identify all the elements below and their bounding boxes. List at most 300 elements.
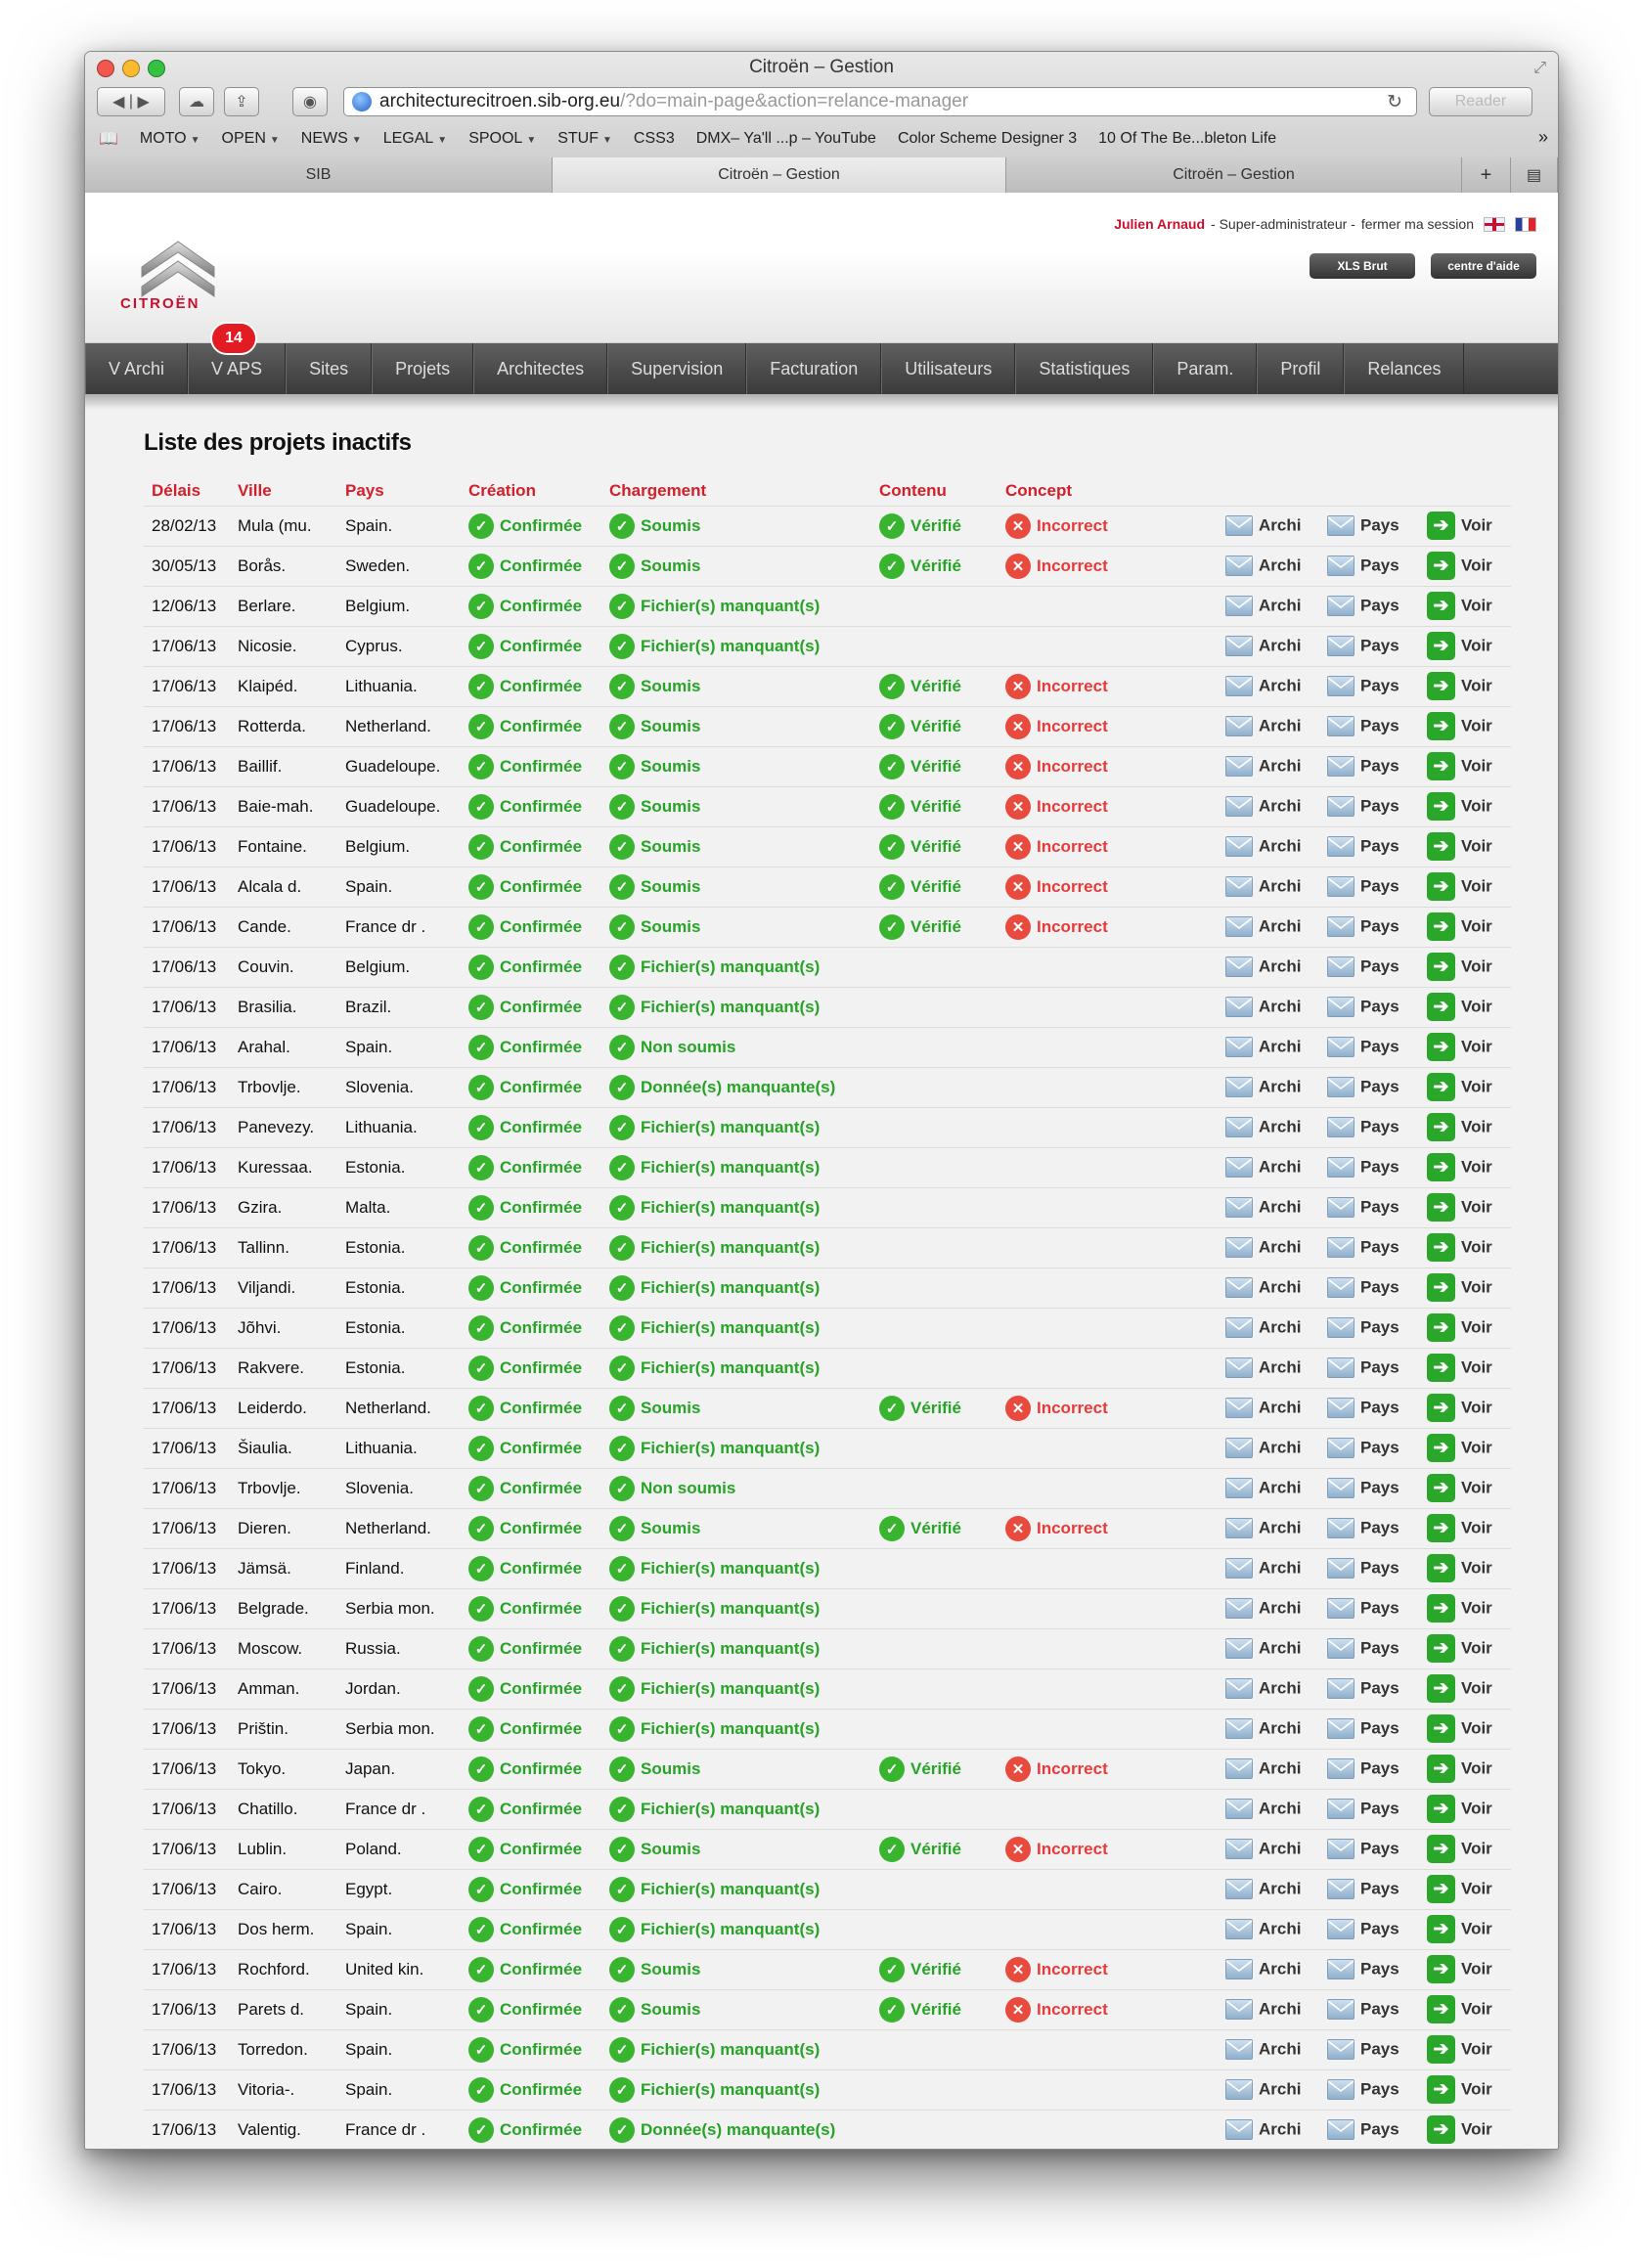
envelope-icon bbox=[1327, 796, 1360, 815]
mail-pays-button[interactable] bbox=[1319, 1709, 1419, 1749]
cell-creation bbox=[461, 1147, 601, 1187]
cell-pays: Jordan. bbox=[337, 1668, 461, 1709]
icloud-tabs-button[interactable] bbox=[179, 87, 214, 116]
cell-pays: Netherland. bbox=[337, 706, 461, 746]
mail-archi-button[interactable] bbox=[1218, 1829, 1319, 1869]
voir-button[interactable] bbox=[1419, 666, 1511, 706]
mail-pays-button[interactable] bbox=[1319, 826, 1419, 867]
check-icon: ✓ bbox=[609, 874, 635, 900]
reader-button[interactable]: Reader bbox=[1429, 87, 1532, 116]
voir-button[interactable] bbox=[1419, 1027, 1511, 1067]
cell-delai: 17/06/13 bbox=[144, 2069, 230, 2110]
action-label: Pays bbox=[1360, 1117, 1399, 1136]
nav-item[interactable]: Supervision bbox=[607, 343, 746, 394]
cell-pays: Belgium. bbox=[337, 826, 461, 867]
cell-concept bbox=[998, 867, 1218, 907]
bookmark-item[interactable] bbox=[696, 130, 876, 148]
status-text: Incorrect bbox=[1037, 836, 1108, 856]
mail-archi-button[interactable] bbox=[1218, 706, 1319, 746]
cell-contenu bbox=[871, 746, 998, 786]
mail-pays-button[interactable] bbox=[1319, 1147, 1419, 1187]
check-icon: ✓ bbox=[609, 513, 635, 539]
table-row bbox=[144, 867, 1511, 907]
voir-button[interactable] bbox=[1419, 1989, 1511, 2029]
nav-item[interactable]: Profil bbox=[1257, 343, 1344, 394]
action-label: Archi bbox=[1259, 1558, 1302, 1578]
uk-flag-icon[interactable] bbox=[1484, 217, 1505, 232]
cell-delai: 17/06/13 bbox=[144, 1227, 230, 1267]
mail-archi-button[interactable] bbox=[1218, 1027, 1319, 1067]
mail-pays-button[interactable] bbox=[1319, 1749, 1419, 1789]
mail-pays-button[interactable] bbox=[1319, 1548, 1419, 1588]
cell-contenu bbox=[871, 1428, 998, 1468]
voir-button[interactable] bbox=[1419, 746, 1511, 786]
cell-concept bbox=[998, 626, 1218, 666]
cell-creation bbox=[461, 1628, 601, 1668]
mail-pays-button[interactable] bbox=[1319, 907, 1419, 947]
bookmark-item[interactable] bbox=[301, 130, 362, 148]
voir-button[interactable] bbox=[1419, 2110, 1511, 2150]
voir-button[interactable] bbox=[1419, 867, 1511, 907]
cell-chargement bbox=[601, 1949, 871, 1989]
voir-button[interactable] bbox=[1419, 546, 1511, 586]
envelope-icon bbox=[1327, 1678, 1360, 1697]
cell-contenu bbox=[871, 1548, 998, 1588]
mail-pays-button[interactable] bbox=[1319, 1308, 1419, 1348]
cell-creation bbox=[461, 907, 601, 947]
voir-button[interactable] bbox=[1419, 706, 1511, 746]
cell-pays: Japan. bbox=[337, 1749, 461, 1789]
mail-pays-button[interactable] bbox=[1319, 1869, 1419, 1909]
status-text: Confirmée bbox=[500, 1718, 583, 1738]
mail-pays-button[interactable] bbox=[1319, 1227, 1419, 1267]
action-label: Pays bbox=[1360, 1317, 1399, 1337]
mail-archi-button[interactable] bbox=[1218, 1668, 1319, 1709]
chevron-right-icon[interactable]: » bbox=[1537, 127, 1548, 147]
check-icon: ✓ bbox=[609, 1275, 635, 1301]
mail-pays-button[interactable] bbox=[1319, 1789, 1419, 1829]
voir-button[interactable] bbox=[1419, 1749, 1511, 1789]
cell-delai: 17/06/13 bbox=[144, 1187, 230, 1227]
nav-shadow bbox=[85, 394, 1558, 410]
mail-archi-button[interactable] bbox=[1218, 1067, 1319, 1107]
mail-archi-button[interactable] bbox=[1218, 1267, 1319, 1308]
action-label: Voir bbox=[1461, 1959, 1492, 1979]
user-name[interactable]: Julien Arnaud bbox=[1114, 216, 1206, 232]
mail-archi-button[interactable] bbox=[1218, 1989, 1319, 2029]
cell-contenu bbox=[871, 1027, 998, 1067]
voir-button[interactable] bbox=[1419, 1428, 1511, 1468]
voir-button[interactable] bbox=[1419, 1789, 1511, 1829]
mail-archi-button[interactable] bbox=[1218, 947, 1319, 987]
url-path: /?do=main-page&action=relance-manager bbox=[620, 91, 969, 111]
action-label: Pays bbox=[1360, 1037, 1399, 1056]
tab-gestion[interactable]: Citroën – Gestion bbox=[1006, 157, 1462, 193]
table-row bbox=[144, 1027, 1511, 1067]
cell-concept bbox=[998, 1989, 1218, 2029]
cell-pays: Lithuania. bbox=[337, 1428, 461, 1468]
logout-link[interactable]: fermer ma session bbox=[1360, 216, 1474, 232]
action-label: Archi bbox=[1259, 515, 1302, 535]
action-label: Archi bbox=[1259, 716, 1302, 735]
col-header-delais[interactable]: Délais bbox=[152, 480, 201, 500]
col-header-concept[interactable]: Concept bbox=[1005, 480, 1072, 500]
voir-button[interactable] bbox=[1419, 907, 1511, 947]
nav-item[interactable]: Utilisateurs bbox=[881, 343, 1015, 394]
mail-archi-button[interactable] bbox=[1218, 1628, 1319, 1668]
mail-pays-button[interactable] bbox=[1319, 1628, 1419, 1668]
bookmark-item[interactable] bbox=[140, 130, 200, 148]
voir-button[interactable] bbox=[1419, 1548, 1511, 1588]
check-icon: ✓ bbox=[468, 1436, 494, 1461]
mail-archi-button[interactable] bbox=[1218, 2110, 1319, 2150]
mail-pays-button[interactable] bbox=[1319, 1267, 1419, 1308]
arrow-right-icon: ➔ bbox=[1427, 1795, 1455, 1823]
help-center-button[interactable]: centre d'aide bbox=[1431, 253, 1536, 279]
main-content bbox=[85, 410, 1558, 2150]
mail-pays-button[interactable] bbox=[1319, 746, 1419, 786]
cell-concept bbox=[998, 1067, 1218, 1107]
status-text: Confirmée bbox=[500, 1197, 583, 1217]
mail-pays-button[interactable] bbox=[1319, 586, 1419, 626]
action-label: Pays bbox=[1360, 1518, 1399, 1537]
mail-pays-button[interactable] bbox=[1319, 2029, 1419, 2069]
mail-pays-button[interactable] bbox=[1319, 2110, 1419, 2150]
cell-pays: Spain. bbox=[337, 1909, 461, 1949]
mail-archi-button[interactable] bbox=[1218, 1949, 1319, 1989]
cell-pays: United kin. bbox=[337, 1949, 461, 1989]
voir-button[interactable] bbox=[1419, 1187, 1511, 1227]
cell-creation bbox=[461, 1187, 601, 1227]
action-label: Archi bbox=[1259, 1678, 1302, 1698]
cell-chargement bbox=[601, 947, 871, 987]
bookmark-item[interactable] bbox=[468, 130, 536, 148]
voir-button[interactable] bbox=[1419, 586, 1511, 626]
cell-contenu bbox=[871, 1267, 998, 1308]
mail-archi-button[interactable] bbox=[1218, 1588, 1319, 1628]
arrow-right-icon: ➔ bbox=[1427, 872, 1455, 901]
mail-archi-button[interactable] bbox=[1218, 1709, 1319, 1749]
cell-ville: Dos herm. bbox=[230, 1909, 337, 1949]
error-x-icon: ✕ bbox=[1005, 754, 1031, 779]
status-text: Confirmée bbox=[500, 1317, 583, 1337]
voir-button[interactable] bbox=[1419, 1869, 1511, 1909]
status-text: Confirmée bbox=[500, 1758, 583, 1778]
col-header-voir bbox=[1419, 476, 1511, 506]
action-label: Voir bbox=[1461, 1277, 1492, 1297]
arrow-right-icon: ➔ bbox=[1427, 632, 1455, 660]
mail-pays-button[interactable] bbox=[1319, 626, 1419, 666]
bookmark-item[interactable] bbox=[383, 130, 448, 148]
xls-export-button[interactable]: XLS Brut bbox=[1310, 253, 1415, 279]
voir-button[interactable] bbox=[1419, 2029, 1511, 2069]
check-icon: ✓ bbox=[609, 674, 635, 699]
bookmark-item[interactable] bbox=[634, 130, 675, 148]
share-button[interactable] bbox=[224, 87, 259, 116]
nav-item[interactable]: V Archi bbox=[85, 343, 188, 394]
cell-pays: Estonia. bbox=[337, 1267, 461, 1308]
action-label: Archi bbox=[1259, 1919, 1302, 1938]
mail-pays-button[interactable] bbox=[1319, 1187, 1419, 1227]
mail-archi-button[interactable] bbox=[1218, 1548, 1319, 1588]
check-icon: ✓ bbox=[609, 1957, 635, 1982]
status-text: Soumis bbox=[641, 1839, 701, 1858]
mail-archi-button[interactable] bbox=[1218, 1909, 1319, 1949]
check-icon: ✓ bbox=[468, 674, 494, 699]
mail-archi-button[interactable] bbox=[1218, 2069, 1319, 2110]
mail-archi-button[interactable] bbox=[1218, 867, 1319, 907]
voir-button[interactable] bbox=[1419, 1267, 1511, 1308]
new-tab-button[interactable]: + bbox=[1462, 157, 1511, 193]
cell-concept bbox=[998, 1829, 1218, 1869]
nav-item[interactable]: Projets bbox=[372, 343, 473, 394]
status-text: Fichier(s) manquant(s) bbox=[641, 596, 821, 615]
mail-pays-button[interactable] bbox=[1319, 867, 1419, 907]
main-navigation bbox=[85, 330, 1558, 394]
cell-chargement bbox=[601, 1789, 871, 1829]
mail-archi-button[interactable] bbox=[1218, 626, 1319, 666]
cell-concept bbox=[998, 546, 1218, 586]
mail-pays-button[interactable] bbox=[1319, 1668, 1419, 1709]
mail-archi-button[interactable] bbox=[1218, 1147, 1319, 1187]
tab-gestion-active[interactable]: Citroën – Gestion bbox=[553, 157, 1006, 193]
mail-pays-button[interactable] bbox=[1319, 1428, 1419, 1468]
cell-delai: 17/06/13 bbox=[144, 2029, 230, 2069]
envelope-icon bbox=[1225, 2079, 1259, 2098]
mail-pays-button[interactable] bbox=[1319, 666, 1419, 706]
mail-archi-button[interactable] bbox=[1218, 1107, 1319, 1147]
col-header-chargement[interactable]: Chargement bbox=[609, 480, 707, 500]
mail-pays-button[interactable] bbox=[1319, 1989, 1419, 2029]
mail-pays-button[interactable] bbox=[1319, 1508, 1419, 1548]
cell-delai: 17/06/13 bbox=[144, 706, 230, 746]
voir-button[interactable] bbox=[1419, 626, 1511, 666]
mail-archi-button[interactable] bbox=[1218, 586, 1319, 626]
envelope-icon bbox=[1327, 1037, 1360, 1055]
action-label: Voir bbox=[1461, 836, 1492, 856]
col-header-pays[interactable]: Pays bbox=[345, 480, 384, 500]
action-label: Voir bbox=[1461, 1678, 1492, 1698]
bookmark-item[interactable] bbox=[557, 130, 612, 148]
check-icon: ✓ bbox=[609, 554, 635, 579]
voir-button[interactable] bbox=[1419, 1308, 1511, 1348]
status-text: Incorrect bbox=[1037, 796, 1108, 816]
table-row bbox=[144, 1548, 1511, 1588]
cell-concept bbox=[998, 586, 1218, 626]
mail-pays-button[interactable] bbox=[1319, 1067, 1419, 1107]
col-header-ville[interactable]: Ville bbox=[238, 480, 272, 500]
cell-creation bbox=[461, 506, 601, 546]
action-label: Voir bbox=[1461, 1598, 1492, 1618]
voir-button[interactable] bbox=[1419, 1909, 1511, 1949]
mail-pays-button[interactable] bbox=[1319, 947, 1419, 987]
check-icon: ✓ bbox=[468, 634, 494, 659]
mail-archi-button[interactable] bbox=[1218, 1348, 1319, 1388]
tab-sib[interactable]: SIB bbox=[85, 157, 553, 193]
cell-pays: Egypt. bbox=[337, 1869, 461, 1909]
voir-button[interactable] bbox=[1419, 1829, 1511, 1869]
status-text: Confirmée bbox=[500, 1077, 583, 1096]
mail-pays-button[interactable] bbox=[1319, 706, 1419, 746]
tab-overview-icon[interactable]: ▤ bbox=[1511, 157, 1558, 193]
cell-pays: France dr . bbox=[337, 1789, 461, 1829]
action-label: Archi bbox=[1259, 556, 1302, 575]
bookmark-item[interactable] bbox=[1098, 130, 1276, 148]
voir-button[interactable] bbox=[1419, 1147, 1511, 1187]
status-text: Confirmée bbox=[500, 676, 583, 695]
action-label: Archi bbox=[1259, 676, 1302, 695]
voir-button[interactable] bbox=[1419, 1588, 1511, 1628]
mail-archi-button[interactable] bbox=[1218, 786, 1319, 826]
nav-item[interactable]: Param. bbox=[1153, 343, 1257, 394]
status-text: Fichier(s) manquant(s) bbox=[641, 1117, 821, 1136]
voir-button[interactable] bbox=[1419, 1949, 1511, 1989]
cell-concept bbox=[998, 1428, 1218, 1468]
mail-archi-button[interactable] bbox=[1218, 907, 1319, 947]
voir-button[interactable] bbox=[1419, 826, 1511, 867]
action-label: Archi bbox=[1259, 1037, 1302, 1056]
mail-pays-button[interactable] bbox=[1319, 1829, 1419, 1869]
voir-button[interactable] bbox=[1419, 506, 1511, 546]
mail-archi-button[interactable] bbox=[1218, 1789, 1319, 1829]
status-text: Soumis bbox=[641, 836, 701, 856]
voir-button[interactable] bbox=[1419, 987, 1511, 1027]
cell-contenu bbox=[871, 1668, 998, 1709]
mail-archi-button[interactable] bbox=[1218, 506, 1319, 546]
cell-chargement bbox=[601, 1588, 871, 1628]
mail-pays-button[interactable] bbox=[1319, 1949, 1419, 1989]
cell-contenu bbox=[871, 1989, 998, 2029]
mail-pays-button[interactable] bbox=[1319, 1107, 1419, 1147]
cell-pays: Spain. bbox=[337, 1027, 461, 1067]
cell-pays: Estonia. bbox=[337, 1147, 461, 1187]
voir-button[interactable] bbox=[1419, 947, 1511, 987]
mail-archi-button[interactable] bbox=[1218, 1187, 1319, 1227]
cell-chargement bbox=[601, 1829, 871, 1869]
action-label: Voir bbox=[1461, 1237, 1492, 1257]
mail-archi-button[interactable] bbox=[1218, 1869, 1319, 1909]
voir-button[interactable] bbox=[1419, 1348, 1511, 1388]
cell-delai: 17/06/13 bbox=[144, 1829, 230, 1869]
nav-item[interactable]: Statistiques bbox=[1015, 343, 1153, 394]
action-label: Voir bbox=[1461, 596, 1492, 615]
voir-button[interactable] bbox=[1419, 1067, 1511, 1107]
check-icon: ✓ bbox=[468, 1636, 494, 1662]
voir-button[interactable] bbox=[1419, 1508, 1511, 1548]
voir-button[interactable] bbox=[1419, 786, 1511, 826]
status-text: Vérifié bbox=[910, 1398, 961, 1417]
mail-archi-button[interactable] bbox=[1218, 546, 1319, 586]
mail-pays-button[interactable] bbox=[1319, 1468, 1419, 1508]
voir-button[interactable] bbox=[1419, 1628, 1511, 1668]
forward-arrow-icon[interactable]: ▶ bbox=[137, 94, 150, 111]
voir-button[interactable] bbox=[1419, 1107, 1511, 1147]
envelope-icon bbox=[1225, 1317, 1259, 1336]
mail-pays-button[interactable] bbox=[1319, 1909, 1419, 1949]
envelope-icon bbox=[1327, 1959, 1360, 1978]
col-header-contenu[interactable]: Contenu bbox=[879, 480, 947, 500]
bookmark-item[interactable] bbox=[898, 130, 1077, 148]
check-icon: ✓ bbox=[609, 1997, 635, 2023]
mail-archi-button[interactable] bbox=[1218, 1428, 1319, 1468]
address-bar[interactable] bbox=[343, 87, 1417, 116]
mail-archi-button[interactable] bbox=[1218, 666, 1319, 706]
book-icon[interactable]: 📖 bbox=[99, 131, 118, 148]
mail-pays-button[interactable] bbox=[1319, 1348, 1419, 1388]
mail-pays-button[interactable] bbox=[1319, 2069, 1419, 2110]
status-text: Soumis bbox=[641, 1959, 701, 1979]
mail-pays-button[interactable] bbox=[1319, 786, 1419, 826]
voir-button[interactable] bbox=[1419, 1668, 1511, 1709]
status-text: Confirmée bbox=[500, 997, 583, 1016]
french-flag-icon[interactable] bbox=[1515, 217, 1536, 232]
nav-item[interactable]: Sites bbox=[286, 343, 372, 394]
back-forward-button[interactable]: ◀ | ▶ bbox=[97, 87, 165, 116]
nav-item[interactable]: Relances bbox=[1344, 343, 1464, 394]
table-row bbox=[144, 1749, 1511, 1789]
cell-chargement bbox=[601, 626, 871, 666]
cell-concept bbox=[998, 1749, 1218, 1789]
voir-button[interactable] bbox=[1419, 1468, 1511, 1508]
nav-item[interactable]: Facturation bbox=[746, 343, 881, 394]
voir-button[interactable] bbox=[1419, 1227, 1511, 1267]
cell-delai: 17/06/13 bbox=[144, 1668, 230, 1709]
status-text: Soumis bbox=[641, 756, 701, 776]
cell-ville: Parets d. bbox=[230, 1989, 337, 2029]
citroen-logo[interactable] bbox=[124, 228, 232, 306]
cell-creation bbox=[461, 1789, 601, 1829]
nav-item[interactable]: V APS bbox=[188, 343, 286, 394]
cell-pays: Lithuania. bbox=[337, 666, 461, 706]
back-arrow-icon[interactable]: ◀ bbox=[112, 94, 125, 111]
mail-pays-button[interactable] bbox=[1319, 546, 1419, 586]
fullscreen-icon[interactable]: ⤢ bbox=[1533, 60, 1546, 76]
voir-button[interactable] bbox=[1419, 1709, 1511, 1749]
mail-pays-button[interactable] bbox=[1319, 1588, 1419, 1628]
mail-archi-button[interactable] bbox=[1218, 1468, 1319, 1508]
cell-delai: 17/06/13 bbox=[144, 826, 230, 867]
cell-creation bbox=[461, 1548, 601, 1588]
mail-pays-button[interactable] bbox=[1319, 506, 1419, 546]
mail-archi-button[interactable] bbox=[1218, 826, 1319, 867]
bookmark-item[interactable] bbox=[222, 130, 280, 148]
mail-pays-button[interactable] bbox=[1319, 987, 1419, 1027]
col-header-creation[interactable]: Création bbox=[468, 480, 536, 500]
status-text: Confirmée bbox=[500, 1037, 583, 1056]
cell-chargement bbox=[601, 666, 871, 706]
mail-archi-button[interactable] bbox=[1218, 1227, 1319, 1267]
status-text: Fichier(s) manquant(s) bbox=[641, 2079, 821, 2099]
mail-archi-button[interactable] bbox=[1218, 2029, 1319, 2069]
reload-icon[interactable]: ↻ bbox=[1387, 92, 1402, 112]
mail-archi-button[interactable] bbox=[1218, 1749, 1319, 1789]
mail-archi-button[interactable] bbox=[1218, 1308, 1319, 1348]
check-icon: ✓ bbox=[468, 1877, 494, 1902]
extension-button[interactable] bbox=[292, 87, 328, 116]
cell-concept bbox=[998, 1588, 1218, 1628]
mail-archi-button[interactable] bbox=[1218, 987, 1319, 1027]
mail-pays-button[interactable] bbox=[1319, 1027, 1419, 1067]
voir-button[interactable] bbox=[1419, 2069, 1511, 2110]
mail-archi-button[interactable] bbox=[1218, 1388, 1319, 1428]
status-text: Fichier(s) manquant(s) bbox=[641, 1438, 821, 1457]
voir-button[interactable] bbox=[1419, 1388, 1511, 1428]
mail-pays-button[interactable] bbox=[1319, 1388, 1419, 1428]
mail-archi-button[interactable] bbox=[1218, 746, 1319, 786]
mail-archi-button[interactable] bbox=[1218, 1508, 1319, 1548]
nav-item[interactable]: Architectes bbox=[473, 343, 607, 394]
check-icon: ✓ bbox=[609, 754, 635, 779]
